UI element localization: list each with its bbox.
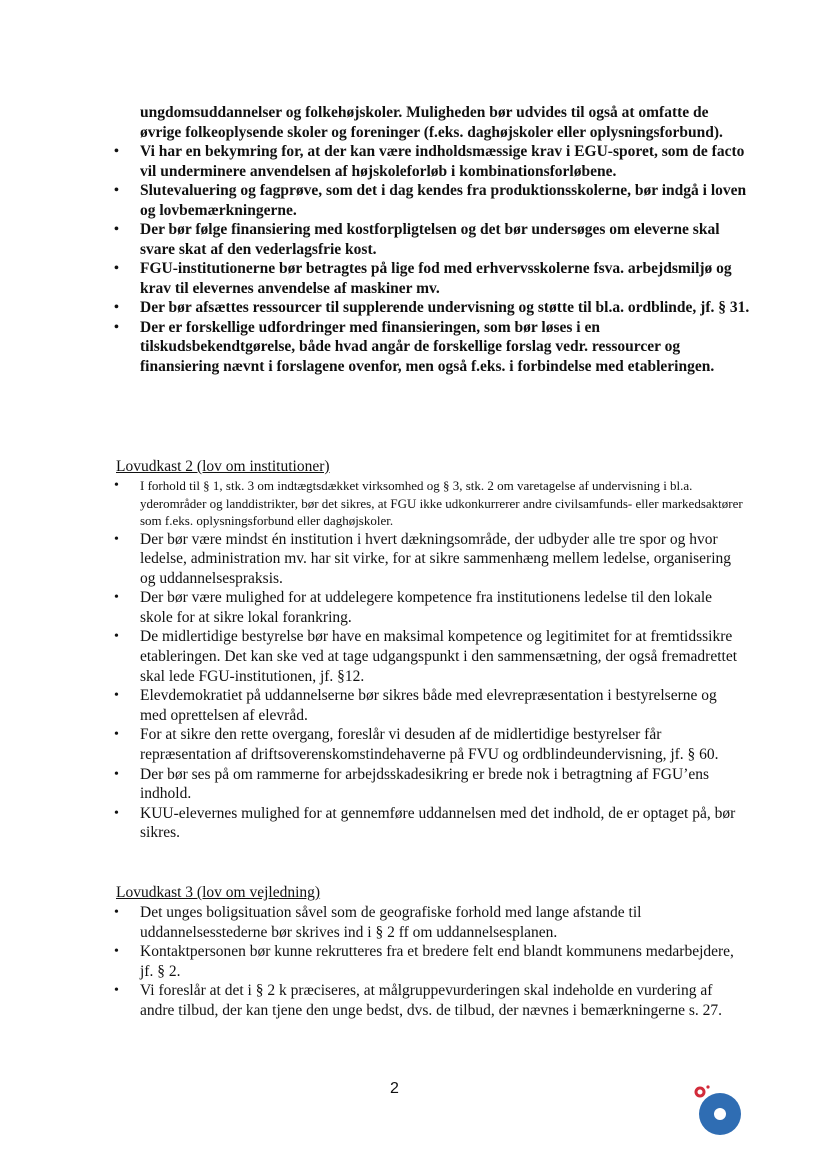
bullet-icon: •	[114, 590, 119, 606]
bullet-icon: •	[114, 300, 119, 315]
section-title: Lovudkast 3 (lov om vejledning)	[116, 884, 321, 901]
list-item	[114, 765, 746, 804]
list-item	[114, 142, 750, 181]
list-item-text: Der bør være mindst én institution i hvert dækningsområde, der udbyder alle tre spor og hvor ledelse, administration mv. har sit virke, for at sikre sammenhæng mellem ledelse, organisering og uddannelsespraksis.	[140, 530, 732, 587]
bullet-icon: •	[114, 688, 119, 704]
list-item-text: KUU-elevernes mulighed for at gennemføre uddannelsen med det indhold, de er optaget på, bør sikres.	[140, 804, 736, 842]
list-item	[114, 530, 746, 589]
bullet-icon: •	[114, 183, 119, 198]
bullet-list	[116, 530, 746, 844]
bold-bullet-list	[114, 142, 750, 376]
list-item-text: Vi foreslår at det i § 2 k præciseres, at målgruppevurderingen skal indeholde en vurdering af andre tilbud, der kan tjene den unge bedst, dvs. de tilbud, der nævnes i bemærkningerne s. 27.	[140, 982, 722, 1019]
list-item-text: Vi har en bekymring for, at der kan være indholdsmæssige krav i EGU-sporet, som de facto vil underminere anvendelsen af højskoleforløb i kombinationsforløbene.	[140, 143, 745, 180]
bullet-icon: •	[114, 727, 119, 743]
list-item-text: Der er forskellige udfordringer med finansieringen, som bør løses i en tilskudsbekendtgørelse, både hvad angår de forskellige forslag vedr. ressourcer og finansiering nævnt i forslagene ovenfor, men også f.eks. i forbindelse med etableringen.	[140, 318, 715, 375]
list-item-text: Slutevaluering og fagprøve, som det i dag kendes fra produktionsskolerne, bør indgå i loven og lovbemærkningerne.	[140, 182, 747, 219]
list-item-text: Der bør følge finansiering med kostforpligtelsen og det bør undersøges om eleverne skal svare skat af den vederlagsfrie kost.	[140, 221, 720, 258]
list-item-text: Det unges boligsituation såvel som de geografiske forhold med lange afstande til uddannelsesstederne bør skrives ind i § 2 ff om uddannelsesplanen.	[140, 904, 642, 941]
bullet-icon: •	[114, 905, 119, 920]
small-bullet-list	[116, 477, 746, 530]
list-item-text: Der bør afsættes ressourcer til supplerende undervisning og støtte til bl.a. ordblinde, jf. § 31.	[140, 299, 750, 316]
list-item	[114, 588, 746, 627]
bullet-icon: •	[114, 944, 119, 960]
list-item	[114, 627, 746, 686]
list-item	[114, 686, 746, 725]
list-item-text: For at sikre den rette overgang, foreslår vi desuden af de midlertidige bestyrelser får repræsentation af driftsoverenskomstindehaverne på FVU og ordblindeundervisning, jf. § 60.	[140, 726, 719, 764]
list-item-text: Kontaktpersonen bør kunne rekrutteres fra et bredere felt end blandt kommunens medarbejdere, jf. § 2.	[140, 943, 734, 980]
continuation-paragraph: ungdomsuddannelser og folkehøjskoler. Muligheden bør udvides til også at omfatte de øvrige folkeoplysende skoler og foreninger (f.eks. daghøjskoler eller oplysningsforbund).	[140, 104, 723, 141]
list-item	[114, 220, 750, 259]
list-item	[114, 298, 750, 318]
list-item-text: Elevdemokratiet på uddannelserne bør sikres både med elevrepræsentation i bestyrelserne og med oprettelsen af elevråd.	[140, 687, 717, 724]
list-item	[114, 903, 746, 942]
logo-red-ring-icon	[696, 1088, 704, 1096]
list-item	[114, 259, 750, 298]
bullet-list	[116, 903, 746, 1021]
bullet-icon: •	[114, 144, 119, 159]
list-item-text: Der bør ses på om rammerne for arbejdsskadesikring er brede nok i betragtning af FGU’ens indhold.	[140, 765, 710, 803]
bullet-icon: •	[114, 983, 119, 999]
list-item-text: De midlertidige bestyrelse bør have en maksimal kompetence og legitimitet for at fremtidssikre etableringen. Det kan ske ved at tage udgangspunkt i den sammensætning, der også fremadrettet skal lede FGU-institutionen, jf. §12.	[140, 628, 737, 685]
section-lovudkast-2	[116, 457, 746, 843]
list-item-text: FGU-institutionerne bør betragtes på lige fod med erhvervsskolerne fsva. arbejdsmiljø og krav til elevernes anvendelse af maskiner mv.	[140, 260, 732, 297]
bold-section	[114, 103, 750, 376]
list-item	[114, 942, 746, 981]
list-item-text: Der bør være mulighed for at uddelegere kompetence fra institutionens ledelse til den lokale skole for at sikre lokal forankring.	[140, 589, 713, 626]
page-number: 2	[390, 1080, 399, 1097]
list-item-text: I forhold til § 1, stk. 3 om indtægtsdækket virksomhed og § 3, stk. 2 om varetagelse af undervisning i bl.a. yderområder og landdistrikter, bør det sikres, at FGU ikke udkonkurrerer andre civilsamfunds- eller markedsaktører som f.eks. oplysningsforbund eller daghøjskoler.	[140, 478, 743, 528]
list-item	[114, 725, 746, 764]
bullet-icon: •	[114, 766, 119, 782]
logo-white-dot-icon	[714, 1108, 726, 1120]
bullet-icon: •	[114, 805, 119, 821]
section-title: Lovudkast 2 (lov om institutioner)	[116, 458, 330, 475]
bullet-icon: •	[114, 629, 119, 645]
bullet-icon: •	[114, 222, 119, 237]
bullet-icon: •	[114, 531, 119, 547]
list-item	[114, 181, 750, 220]
logo-red-dot-icon	[706, 1085, 709, 1088]
bullet-icon: •	[114, 478, 119, 493]
list-item	[114, 318, 750, 377]
section-lovudkast-3	[116, 883, 746, 1021]
bullet-icon: •	[114, 319, 119, 335]
organization-logo	[690, 1078, 742, 1138]
bullet-icon: •	[114, 261, 119, 276]
list-item	[114, 981, 746, 1020]
list-item	[114, 477, 746, 530]
list-item	[114, 804, 746, 843]
